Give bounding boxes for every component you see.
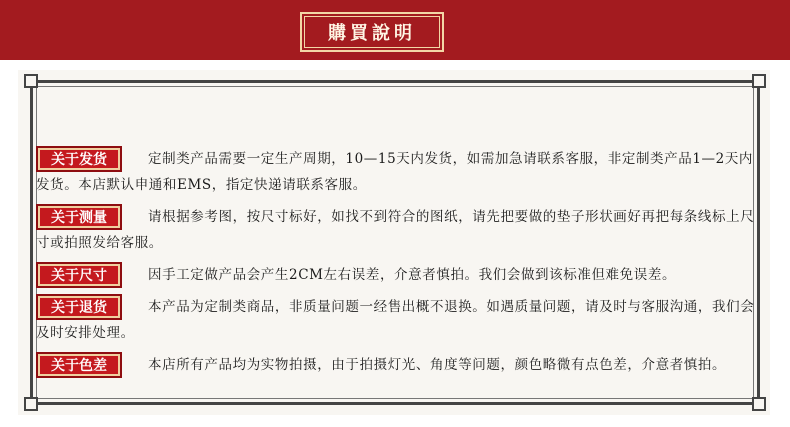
badge-measurement: 关于测量 xyxy=(36,204,122,230)
badge-color: 关于色差 xyxy=(36,352,122,378)
badge-returns: 关于退货 xyxy=(36,294,122,320)
info-text-returns: 本产品为定制类商品，非质量问题一经售出概不退换。如遇质量问题，请及时与客服沟通，我们会及时安排处理。 xyxy=(36,299,755,341)
info-text-size: 因手工定做产品会产生2CM左右误差，介意者慎拍。我们会做到该标准但难免误差。 xyxy=(148,267,677,283)
info-row-returns xyxy=(36,294,756,346)
frame-corner xyxy=(24,74,38,88)
info-text-shipping: 定制类产品需要一定生产周期，10—15天内发货，如需加急请联系客服，非定制类产品1—2天内发货。本店默认申通和EMS，指定快递请联系客服。 xyxy=(36,151,754,193)
info-row-shipping xyxy=(36,146,756,198)
info-text-measurement: 请根据参考图，按尺寸标好，如找不到符合的图纸，请先把要做的垫子形状画好再把每条线标上尺寸或拍照发给客服。 xyxy=(36,209,755,251)
info-row-color xyxy=(36,352,756,378)
info-text-color: 本店所有产品均为实物拍摄，由于拍摄灯光、角度等问题，颜色略微有点色差，介意者慎拍。 xyxy=(148,357,727,373)
info-row-size xyxy=(36,262,756,288)
badge-shipping: 关于发货 xyxy=(36,146,122,172)
frame-corner xyxy=(752,397,766,411)
page-title: 購買說明 xyxy=(300,12,444,52)
frame-corner xyxy=(24,397,38,411)
badge-size: 关于尺寸 xyxy=(36,262,122,288)
frame-corner xyxy=(752,74,766,88)
info-row-measurement xyxy=(36,204,756,256)
